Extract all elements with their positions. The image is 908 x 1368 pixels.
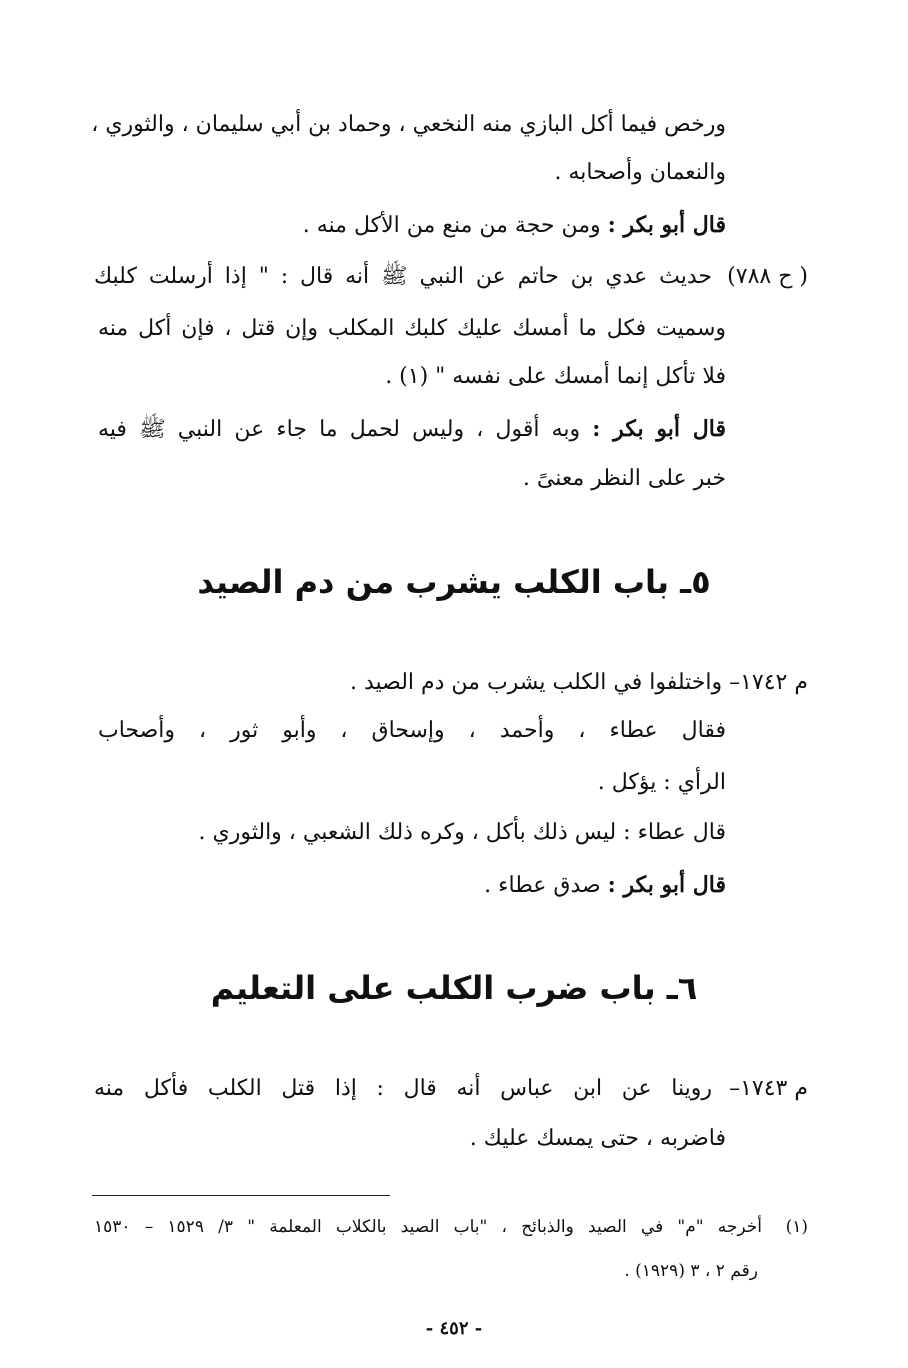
text-line: فقال عطاء ، وأحمد ، وإسحاق ، وأبو ثور ، وأصحاب <box>98 718 726 743</box>
text-line: قال عطاء : ليس ذلك بأكل ، وكره ذلك الشعبي ، والثوري . <box>198 820 726 845</box>
text-span: ومن حجة من منع من الأكل منه . <box>302 213 601 238</box>
hadith-marker: ( ح ٧٨٨) <box>727 264 808 289</box>
text-line: والنعمان وأصحابه . <box>554 160 726 185</box>
speaker-label: قال أبو بكر : <box>592 416 726 442</box>
text-span: واختلفوا في الكلب يشرب من دم الصيد . <box>349 670 723 695</box>
text-span: وبه أقول ، وليس لحمل ما جاء عن النبي ﷺ فيه <box>98 417 581 442</box>
chapter-heading: ٦ـ باب ضرب الكلب على التعليم <box>210 969 698 1007</box>
hadith-line <box>94 262 808 292</box>
text-line <box>303 210 726 241</box>
text-line: فاضربه ، حتى يمسك عليك . <box>469 1126 726 1151</box>
chapter-heading: ٥ـ باب الكلب يشرب من دم الصيد <box>197 563 711 601</box>
text-line: فلا تأكل إنما أمسك على نفسه " (١) . <box>385 364 726 389</box>
footnote-text: أخرجه "م" في الصيد والذبائح ، "باب الصيد بالكلاب المعلمة " ٣/ ١٥٢٩ – ١٥٣٠ <box>94 1217 763 1237</box>
text-line: ورخص فيما أكل البازي منه النخعي ، وحماد بن أبي سليمان ، والثوري ، <box>91 112 726 137</box>
masala-number: م ١٧٤٣– <box>729 1076 808 1101</box>
text-line <box>98 414 726 445</box>
speaker-label: قال أبو بكر : <box>607 212 726 238</box>
footnote-line: رقم ٢ ، ٣ (١٩٢٩) . <box>624 1261 758 1281</box>
text-line: وسميت فكل ما أمسك عليك كلبك المكلب وإن قتل ، فإن أكل منه <box>98 316 726 341</box>
footnote-marker: (١) <box>785 1217 808 1237</box>
masala-line <box>94 1074 808 1104</box>
text-span: صدق عطاء . <box>484 873 601 898</box>
page-number: - ٤٥٢ - <box>425 1318 483 1339</box>
text-span: روينا عن ابن عباس أنه قال : إذا قتل الكلب فأكل منه <box>94 1076 712 1101</box>
text-span: حديث عدي بن حاتم عن النبي ﷺ أنه قال : " إذا أرسلت كلبك <box>94 264 712 289</box>
text-line <box>484 870 726 901</box>
speaker-label: قال أبو بكر : <box>607 872 726 898</box>
footnote-line <box>94 1214 808 1240</box>
footnote-separator <box>92 1195 390 1196</box>
text-line: خبر على النظر معنىً . <box>522 466 726 491</box>
text-line: الرأي : يؤكل . <box>597 770 726 795</box>
masala-number: م ١٧٤٢– <box>729 670 808 695</box>
masala-line <box>350 668 808 698</box>
